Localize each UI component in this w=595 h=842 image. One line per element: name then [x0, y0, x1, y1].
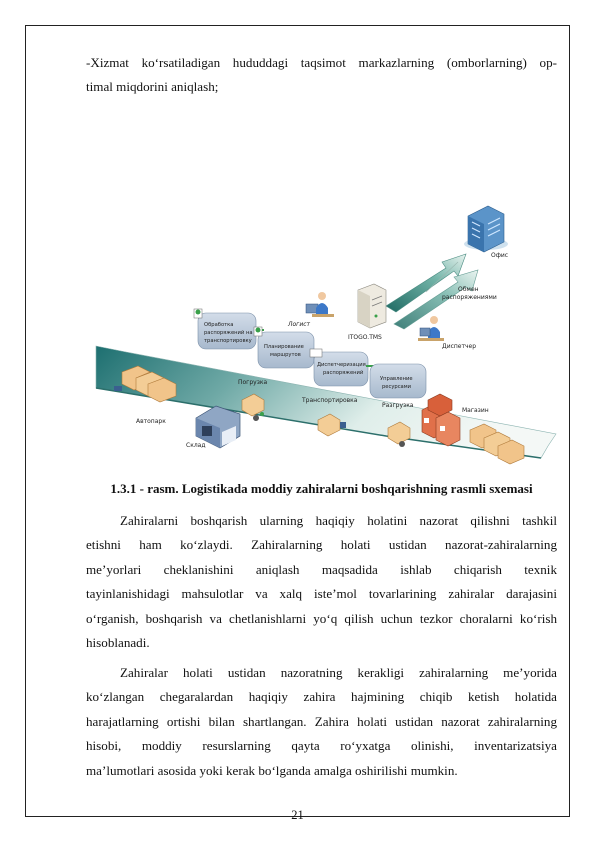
dispatcher-icon	[418, 316, 444, 341]
text-line: harajatlarning ortishi bilan shartlangan. Zahira holati ustidan nazorat zahiralarning	[86, 713, 557, 729]
svg-text:ресурсами: ресурсами	[382, 384, 412, 390]
text-line: -Xizmat ko‘rsatiladigan hududdagi taqsimot markazlarning (omborlarning) op-	[86, 55, 557, 70]
store-label: Магазин	[462, 407, 489, 414]
text-line: ma’lumotlari asosida yoki kerak bo‘lganda amalga oshirilishi mumkin.	[86, 762, 458, 778]
text-line: timal miqdorini aniqlash;	[86, 79, 219, 95]
dispatching-box	[310, 349, 376, 386]
svg-text:распоряжений: распоряжений	[323, 370, 364, 376]
svg-text:Диспетчеризация: Диспетчеризация	[317, 362, 366, 368]
svg-text:маршрутов: маршрутов	[270, 352, 301, 358]
route-planning-box	[254, 327, 314, 368]
text-line: etishni ham ko‘zlaydi. Zahiralarning holati ustidan nazorat-zahiralarning	[86, 537, 557, 553]
text-line: me’yorlari cheklanishini aniqlash maqsadida ishlab chiqarish texnik	[86, 561, 557, 577]
svg-text:транспортировку: транспортировку	[204, 338, 252, 344]
svg-text:распоряжений на: распоряжений на	[204, 330, 253, 336]
text-line: Zahiralar holati ustidan nazoratning kerakligi zahiralarning me’yorida	[120, 665, 557, 680]
truck-icon	[242, 394, 264, 421]
loading-label: Погрузка	[238, 379, 268, 386]
resource-management-box	[370, 364, 426, 398]
svg-text:Обработка: Обработка	[204, 322, 234, 328]
exchange-label: Обмен	[458, 286, 479, 293]
svg-text:Планирование: Планирование	[264, 344, 304, 350]
paragraph-2	[86, 661, 557, 783]
logist-icon	[306, 292, 334, 317]
logistics-diagram	[86, 196, 557, 466]
page-number: 21	[291, 808, 304, 822]
logist-label: Логист	[288, 321, 311, 328]
office-label: Офис	[491, 252, 509, 259]
fleet-left-label: Автопарк	[136, 418, 166, 425]
transport-label: Транспортировка	[302, 397, 358, 404]
unloading-label: Разгрузка	[382, 402, 414, 409]
svg-text:Управление: Управление	[380, 376, 413, 382]
text-line: o‘rganish, boshqarish va chetlanishlarni yo‘q qilish uchun tezkor choralarni ko‘rish	[86, 610, 557, 626]
tms-label: ITOGO.TMS	[348, 334, 382, 341]
dispatcher-label: Диспетчер	[442, 343, 477, 350]
processing-box	[194, 309, 256, 349]
figure-caption: 1.3.1 - rasm. Logistikada moddiy zahiralarni boshqarishning rasmli sxemasi	[110, 481, 533, 496]
text-line: hisoblanadi.	[86, 635, 150, 651]
text-line: hisobi, moddiy resurslarning qayta ro‘yxatga olinishi, inventarizatsiya	[86, 738, 557, 754]
warehouse-label: Склад	[186, 442, 206, 449]
text-line: ko‘zlangan chegaralardan haqiqiy zahira hajmining chiqib ketish holatida	[86, 689, 557, 705]
office-building-icon	[464, 206, 508, 252]
server-icon	[358, 284, 386, 328]
text-line: tayinlanishidagi mahsulotlar va xalq iste’mol tovarlarining zahiralar darajasini	[86, 586, 557, 602]
intro-paragraph	[86, 51, 557, 100]
exchange-label: распоряжениями	[442, 294, 497, 301]
text-line: Zahiralarni boshqarish ularning haqiqiy holatini nazorat qilishni tashkil	[120, 513, 557, 528]
paragraph-1	[86, 509, 557, 655]
